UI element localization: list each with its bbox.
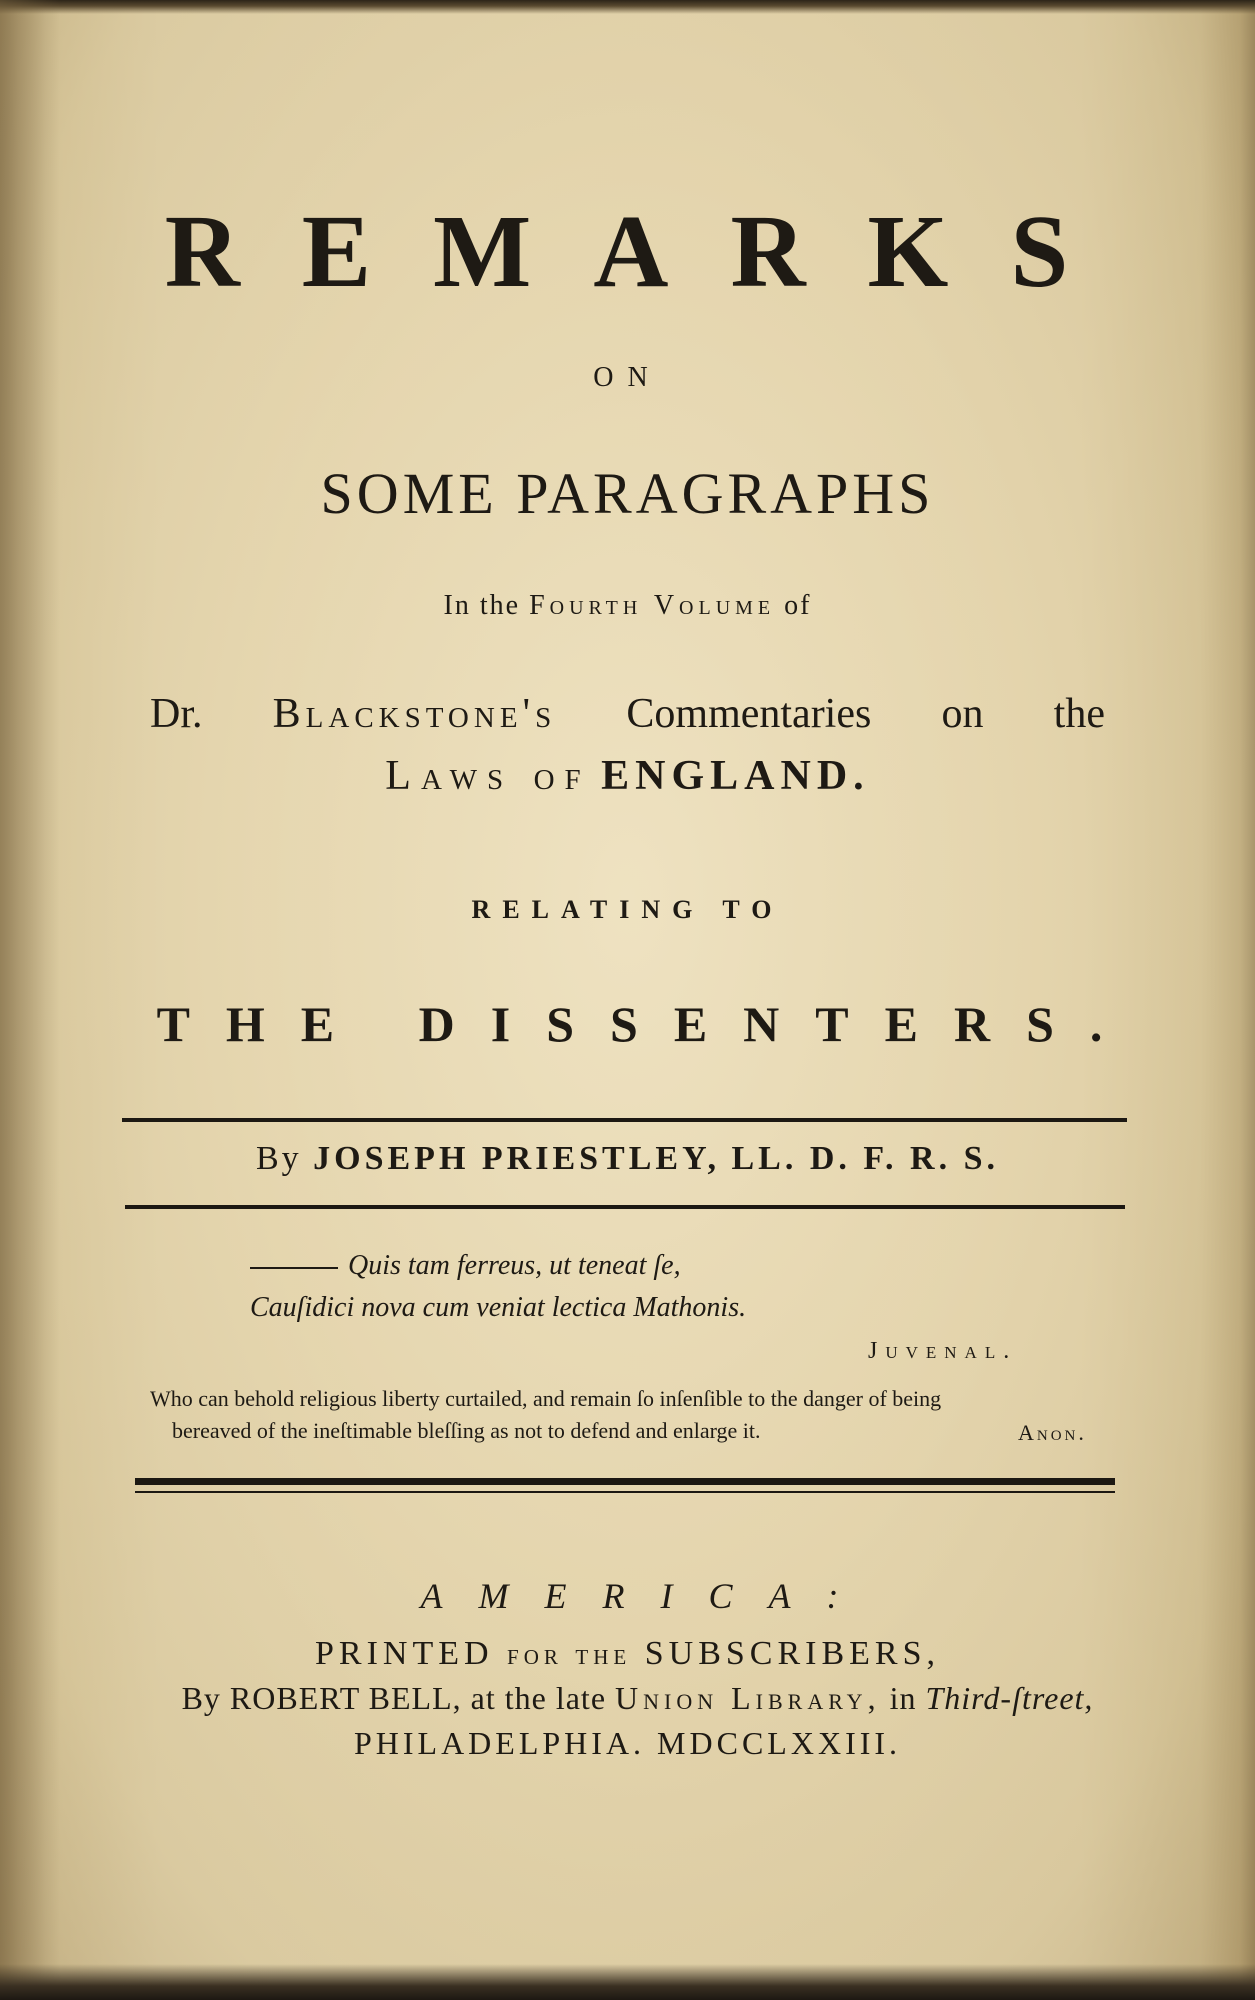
on-word: on bbox=[941, 691, 984, 737]
epigraph-line-1: Quis tam ferreus, ut teneat ſe, bbox=[250, 1250, 681, 1282]
page-title: REMARKS bbox=[164, 194, 1131, 309]
imprint-place: AMERICA: bbox=[420, 1576, 875, 1616]
rule-top bbox=[122, 1118, 1127, 1122]
author-name: JOSEPH PRIESTLEY, bbox=[313, 1140, 720, 1177]
translation-attribution: Anon. bbox=[1018, 1420, 1087, 1445]
translation-line-2: bereaved of the ineſtimable bleſſing as not to defend and enlarge it. bbox=[172, 1418, 761, 1443]
volume-line bbox=[0, 590, 1255, 622]
relating-to: RELATING TO bbox=[471, 895, 784, 924]
dissenters-line: THE DISSENTERS. bbox=[156, 996, 1139, 1052]
commentaries-word: Commentaries bbox=[626, 691, 872, 737]
fourth-volume: Fourth Volume bbox=[529, 590, 776, 621]
volume-suffix: of bbox=[784, 590, 812, 621]
blackstone-line bbox=[150, 690, 1105, 738]
laws-of: Laws of bbox=[385, 753, 591, 799]
double-rule-thick bbox=[135, 1478, 1115, 1485]
translation-line-1: Who can behold religious liberty curtailed, and remain ſo inſenſible to the danger of being bbox=[150, 1386, 942, 1411]
in-word: in bbox=[889, 1680, 917, 1716]
the-word: the bbox=[1053, 691, 1105, 737]
author-degrees: LL. D. F. R. S. bbox=[731, 1140, 1000, 1177]
epigraph-line-2: Cauſidici nova cum veniat lectica Mathonis. bbox=[250, 1292, 747, 1323]
union-library: Union Library, bbox=[615, 1680, 881, 1716]
printer-line bbox=[0, 1680, 1255, 1717]
author-line bbox=[0, 1140, 1255, 1178]
epigraph-attribution: Juvenal. bbox=[868, 1338, 1018, 1364]
on-line: ON bbox=[593, 362, 662, 393]
volume-prefix: In the bbox=[443, 590, 521, 621]
at-the-late: at the late bbox=[470, 1680, 607, 1716]
imprint-year: MDCCLXXIII. bbox=[657, 1725, 902, 1761]
blackstone-name: Blackstone's bbox=[272, 691, 557, 737]
double-rule-thin bbox=[135, 1491, 1115, 1493]
author-by: By bbox=[255, 1140, 302, 1177]
for-the: for the bbox=[507, 1638, 632, 1671]
rule-bottom bbox=[125, 1205, 1125, 1209]
epigraph-dash bbox=[250, 1267, 338, 1269]
printer-by: By bbox=[181, 1680, 221, 1716]
printer-name: ROBERT BELL, bbox=[229, 1680, 462, 1716]
england-word: ENGLAND. bbox=[601, 753, 870, 799]
laws-line bbox=[0, 752, 1255, 800]
dr-label: Dr. bbox=[150, 691, 203, 737]
city-line bbox=[0, 1725, 1255, 1762]
printed-word: PRINTED bbox=[314, 1635, 494, 1672]
city-name: PHILADELPHIA. bbox=[353, 1725, 646, 1761]
printed-line bbox=[0, 1635, 1255, 1673]
subscribers-word: SUBSCRIBERS, bbox=[644, 1635, 940, 1672]
street-name: Third-ſtreet, bbox=[925, 1680, 1094, 1716]
subject-line: SOME PARAGRAPHS bbox=[320, 461, 935, 526]
